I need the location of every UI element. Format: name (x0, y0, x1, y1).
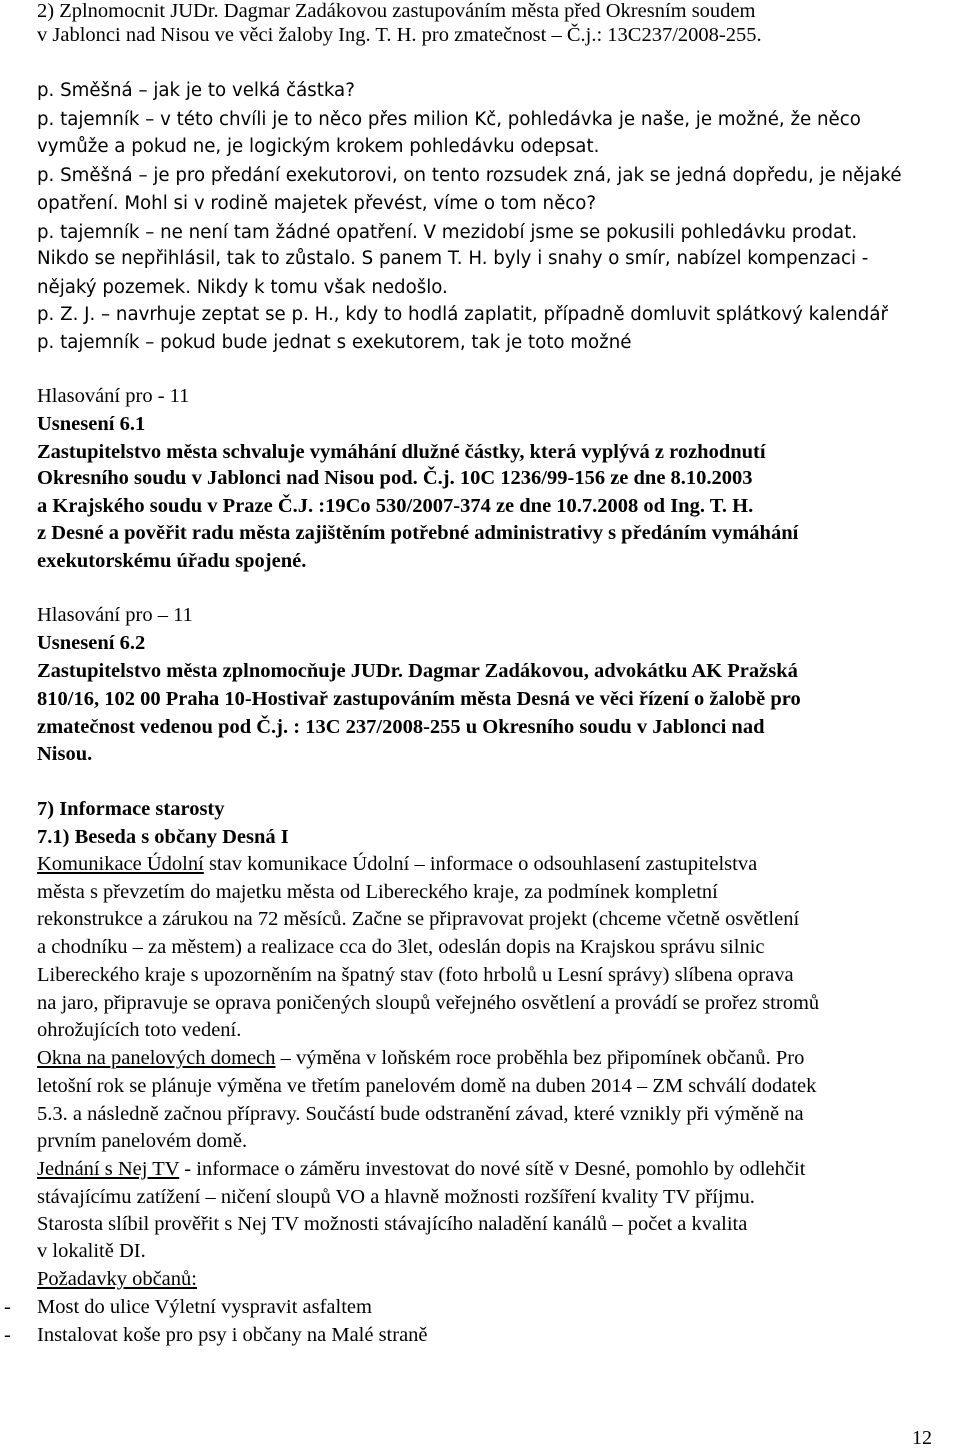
text-fragment: – výměna v loňském roce proběhla bez připomínek občanů. Pro (280, 1047, 805, 1069)
resolution-heading: Usnesení 6.1 (37, 413, 146, 435)
text-line: prvním panelovém domě. (37, 1130, 248, 1152)
resolution-text: Zastupitelstvo města schvaluje vymáhání dlužné částky, která vyplývá z rozhodnutí (37, 441, 766, 463)
text-line: Libereckého kraje s upozorněním na špatný stav (foto hrbolů u Lesní správy) slíbena oprava (37, 964, 794, 986)
text-line: p. tajemník – v této chvíli je to něco přes milion Kč, pohledávka je naše, je možné, že něco (37, 109, 861, 130)
topic-label: Okna na panelových domech (37, 1047, 276, 1069)
resolution-text: 810/16, 102 00 Praha 10-Hostivař zastupováním města Desná ve věci řízení o žalobě pro (37, 688, 801, 710)
text-line: p. tajemník – pokud bude jednat s exekutorem, tak je toto možné (37, 332, 632, 353)
resolution-text: exekutorskému úřadu spojené. (37, 550, 307, 572)
text-line: města s převzetím do majetku města od Libereckého kraje, za podmínek kompletní (37, 881, 718, 903)
text-line: na jaro, připravuje se oprava poničených sloupů veřejného osvětlení a provádí se prořez stromů (37, 992, 820, 1014)
topic-label: Jednání s Nej TV (37, 1158, 180, 1180)
resolution-text: zmatečnost vedenou pod Č.j. : 13C 237/2008-255 u Okresního soudu v Jablonci nad (37, 716, 765, 738)
text-line: Nikdo se nepřihlásil, tak to zůstalo. S panem T. H. byly i snahy o smír, nabízel kompenzaci - (37, 248, 869, 269)
text-line: letošní rok se plánuje výměna ve třetím panelovém domě na duben 2014 – ZM schválí dodatek (37, 1075, 817, 1097)
vote-result: Hlasování pro – 11 (37, 604, 193, 626)
text-line: ohrožujících toto vedení. (37, 1019, 242, 1041)
text-line: 5.3. a následně začnou přípravy. Součástí bude odstranění závad, které vznikly při výměně na (37, 1103, 804, 1125)
text-line: v lokalitě DI. (37, 1240, 146, 1262)
text-line: p. Směšná – jak je to velká částka? (37, 80, 355, 101)
page-number: 12 (912, 1427, 932, 1449)
resolution-text: z Desné a pověřit radu města zajištěním potřebné administrativy s předáním vymáhání (37, 522, 799, 544)
text-line: nějaký pozemek. Nikdy k tomu však nedošlo. (37, 277, 448, 298)
text-line: p. tajemník – ne není tam žádné opatření. V mezidobí jsme se pokusili pohledávku prodat. (37, 222, 858, 243)
topic-label: Komunikace Údolní (37, 853, 204, 875)
text-line: stávajícímu zatížení – ničení sloupů VO a hlavně možnosti rozšíření kvality TV příjmu. (37, 1186, 755, 1208)
text-line: p. Směšná – je pro předání exekutorovi, on tento rozsudek zná, jak se jedná dopředu, je nějaké (37, 165, 902, 186)
subsection-heading: 7.1) Beseda s občany Desná I (37, 826, 289, 848)
requests-heading: Požadavky občanů: (37, 1268, 197, 1290)
section-heading: 7) Informace starosty (37, 798, 225, 820)
text-line (37, 851, 757, 877)
resolution-text: a Krajského soudu v Praze Č.J. :19Co 530/2007-374 ze dne 10.7.2008 od Ing. T. H. (37, 495, 754, 517)
bullet-marker: - (4, 1324, 11, 1346)
list-item: Most do ulice Výletní vyspravit asfaltem (37, 1296, 372, 1318)
text-line: rekonstrukce a zárukou na 72 měsíců. Začne se připravovat projekt (chceme včetně osvětlení (37, 908, 800, 930)
text-line (37, 1156, 805, 1182)
resolution-heading: Usnesení 6.2 (37, 632, 146, 654)
list-item: Instalovat koše pro psy i občany na Malé straně (37, 1324, 428, 1346)
resolution-text: Nisou. (37, 743, 93, 765)
text-line: a chodníku – za městem) a realizace cca do 3let, odeslán dopis na Krajskou správu silnic (37, 936, 765, 958)
text-line: 2) Zplnomocnit JUDr. Dagmar Zadákovou zastupováním města před Okresním soudem (37, 0, 756, 22)
text-line: vymůže a pokud ne, je logickým krokem pohledávku odepsat. (37, 136, 600, 157)
text-fragment: - informace o záměru investovat do nové sítě v Desné, pomohlo by odlehčit (184, 1158, 806, 1180)
text-line: p. Z. J. – navrhuje zeptat se p. H., kdy to hodlá zaplatit, případně domluvit splátkový kalendář (37, 304, 888, 325)
bullet-marker: - (4, 1296, 11, 1318)
text-fragment: stav komunikace Údolní – informace o odsouhlasení zastupitelstva (208, 853, 758, 875)
text-line (37, 1045, 804, 1071)
resolution-text: Zastupitelstvo města zplnomocňuje JUDr. Dagmar Zadákovou, advokátku AK Pražská (37, 660, 798, 682)
vote-result: Hlasování pro - 11 (37, 385, 190, 407)
text-line: Starosta slíbil prověřit s Nej TV možnosti stávajícího naladění kanálů – počet a kvalita (37, 1213, 748, 1235)
text-line: v Jablonci nad Nisou ve věci žaloby Ing. T. H. pro zmatečnost – Č.j.: 13C237/2008-255. (37, 24, 762, 46)
text-line: opatření. Mohl si v rodině majetek převést, víme o tom něco? (37, 193, 597, 214)
resolution-text: Okresního soudu v Jablonci nad Nisou pod. Č.j. 10C 1236/99-156 ze dne 8.10.2003 (37, 467, 753, 489)
